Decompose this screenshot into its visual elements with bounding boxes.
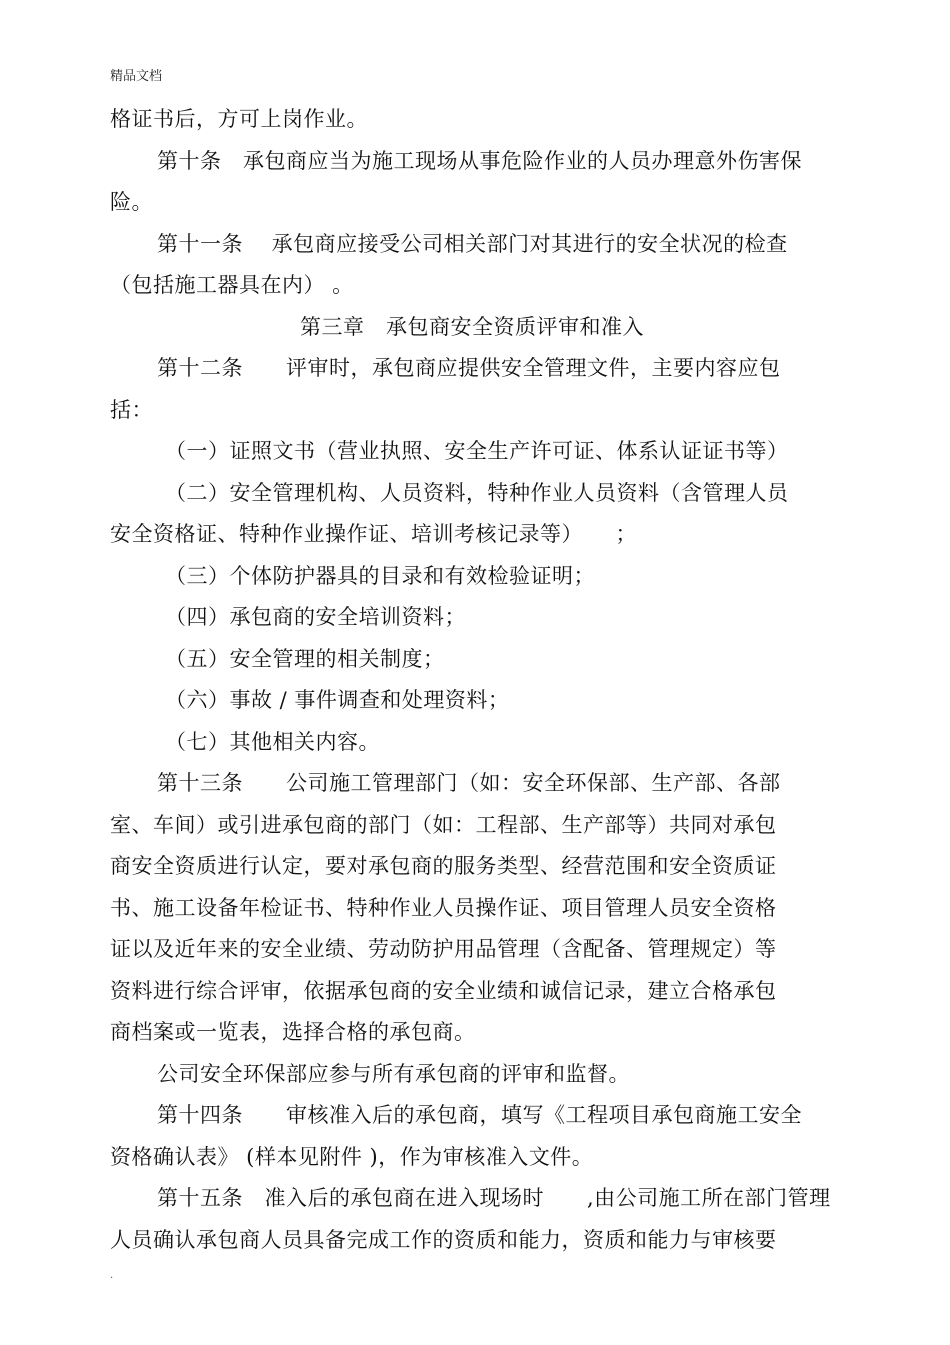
article-13-line: 第十三条 公司施工管理部门（如：安全环保部、生产部、各部 (157, 771, 781, 795)
document-header-label: 精品文档 (110, 69, 163, 84)
chapter-3-heading: 第三章 承包商安全资质评审和准入 (300, 315, 644, 339)
text-line: 险。 (110, 190, 153, 214)
article-10-line: 第十条 承包商应当为施工现场从事危险作业的人员办理意外伤害保 (157, 149, 802, 173)
text-line: 资格确认表》 (样本见附件 )，作为审核准入文件。 (110, 1145, 594, 1169)
footer-mark: . (110, 1270, 114, 1281)
list-item-2: （二）安全管理机构、人员资料，特种作业人员资料（含管理人员 (165, 481, 789, 505)
article-12-line: 第十二条 评审时，承包商应提供安全管理文件，主要内容应包 (157, 356, 781, 380)
text-line: （包括施工器具在内） 。 (110, 273, 354, 297)
list-item-1: （一）证照文书（营业执照、安全生产许可证、体系认证证书等） (165, 439, 789, 463)
text-line: 书、施工设备年检证书、特种作业人员操作证、项目管理人员安全资格 (110, 896, 777, 920)
text-line: 室、车间）或引进承包商的部门（如：工程部、生产部等）共同对承包 (110, 813, 777, 837)
list-item-4: （四）承包商的安全培训资料； (165, 605, 466, 629)
article-11-line: 第十一条 承包商应接受公司相关部门对其进行的安全状况的检查 (157, 232, 788, 256)
text-line: 商安全资质进行认定，要对承包商的服务类型、经营范围和安全资质证 (110, 854, 777, 878)
article-15-line: 第十五条 准入后的承包商在进入现场时 ,由公司施工所在部门管理 (157, 1186, 831, 1210)
text-line: 括： (110, 398, 153, 422)
list-item-6: （六）事故 / 事件调查和处理资料； (165, 688, 510, 712)
text-line: 资料进行综合评审，依据承包商的安全业绩和诚信记录，建立合格承包 (110, 979, 777, 1003)
text-line: 人员确认承包商人员具备完成工作的资质和能力，资质和能力与审核要 (110, 1228, 777, 1252)
list-item-5: （五）安全管理的相关制度； (165, 647, 445, 671)
text-line: 格证书后，方可上岗作业。 (110, 107, 368, 131)
list-item-3: （三）个体防护器具的目录和有效检验证明； (165, 564, 595, 588)
text-line: 公司安全环保部应参与所有承包商的评审和监督。 (157, 1062, 630, 1086)
list-item-7: （七）其他相关内容。 (165, 730, 380, 754)
article-14-line: 第十四条 审核准入后的承包商，填写《工程项目承包商施工安全 (157, 1103, 802, 1127)
text-line: 安全资格证、特种作业操作证、培训考核记录等） ； (110, 522, 637, 546)
text-line: 证以及近年来的安全业绩、劳动防护用品管理（含配备、管理规定）等 (110, 937, 777, 961)
text-line: 商档案或一览表，选择合格的承包商。 (110, 1020, 476, 1044)
